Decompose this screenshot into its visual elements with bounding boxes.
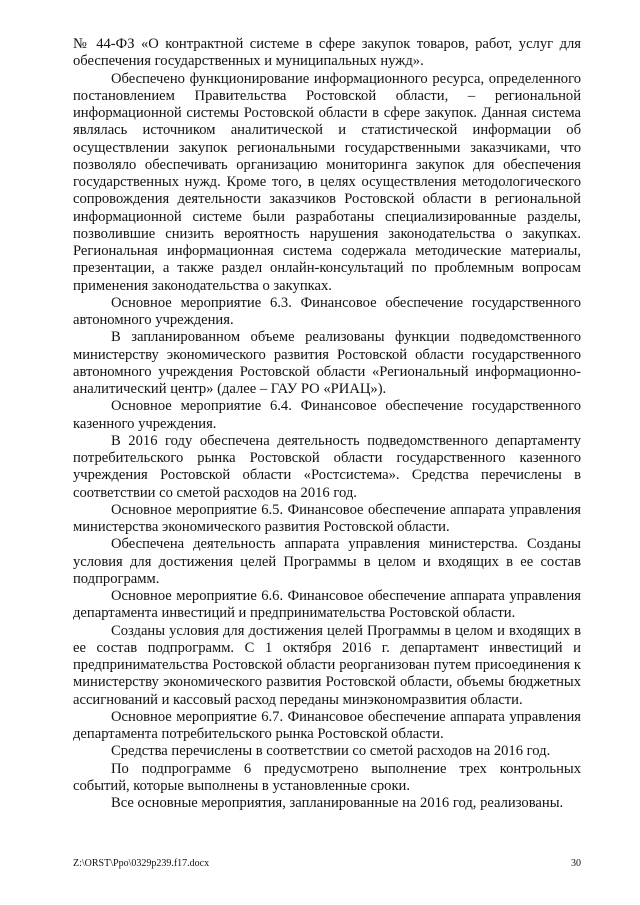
paragraph: Основное мероприятие 6.5. Финансовое обеспечение аппарата управления министерства экономического развития Ростовской области. (73, 501, 581, 535)
paragraph: Средства перечислены в соответствии со сметой расходов на 2016 год. (111, 743, 551, 760)
paragraph: Основное мероприятие 6.4. Финансовое обеспечение государственного казенного учреждения. (73, 398, 581, 432)
paragraph: По подпрограмме 6 предусмотрено выполнение трех контрольных событий, которые выполнены в установленные сроки. (73, 760, 581, 794)
footer-file-path: Z:\ORST\Ppo\0329p239.f17.docx (73, 858, 210, 869)
paragraph: Созданы условия для достижения целей Программы в целом и входящих в ее состав подпрограмм. С 1 октября 2016 г. департамент инвестиций и предпринимательства Ростовской области реорганизован путем присоединения к министерству экономического развития Ростовской области, объемы бюджетных ассигнований и кассовый расход переданы минэкономразвития области. (73, 622, 581, 708)
paragraph: Обеспечена деятельность аппарата управления министерства. Созданы условия для достижения целей Программы в целом и входящих в ее состав подпрограмм. (73, 536, 581, 587)
paragraph: В 2016 году обеспечена деятельность подведомственного департаменту потребительского рынка Ростовской области государственного казенного учреждения Ростовской области «Ростсистема». Средства перечислены в соответствии со сметой расходов на 2016 год. (73, 432, 581, 501)
page-number: 30 (571, 858, 581, 869)
paragraph: № 44-ФЗ «О контрактной системе в сфере закупок товаров, работ, услуг для обеспечения государственных и муниципальных нужд». (73, 36, 581, 70)
paragraph: Основное мероприятие 6.7. Финансовое обеспечение аппарата управления департамента потребительского рынка Ростовской области. (73, 708, 581, 742)
paragraph: Все основные мероприятия, запланированные на 2016 год, реализованы. (111, 795, 564, 811)
paragraph: Основное мероприятие 6.6. Финансовое обеспечение аппарата управления департамента инвестиций и предпринимательства Ростовской области. (73, 588, 581, 622)
page-footer (73, 858, 581, 870)
document-body (73, 36, 581, 812)
paragraph: В запланированном объеме реализованы функции подведомственного министерству экономического развития Ростовской области государственного автономного учреждения Ростовской области «Региональный информационно-аналитический центр» (далее – ГАУ РО «РИАЦ»). (73, 329, 581, 397)
paragraph: Обеспечено функционирование информационного ресурса, определенного постановлением Правительства Ростовской области, – региональной информационной системы Ростовской области в сфере закупок. Данная система являлась источником аналитической и статистической информации об осуществлении закупок региональными государственными заказчиками, что позволяло обеспечивать организацию мониторинга закупок для обеспечения государственных нужд. Кроме того, в целях осуществления методологического сопровождения деятельности заказчиков Ростовской области в региональной информационной системе были разработаны специализированные разделы, позволившие снизить вероятность нарушения законодательства о закупках. Региональная информационная система содержала методические материалы, презентации, а также раздел онлайн-консультаций по проблемным вопросам применения законодательства о закупках. (73, 70, 581, 294)
paragraph: Основное мероприятие 6.3. Финансовое обеспечение государственного автономного учреждения. (73, 294, 581, 328)
